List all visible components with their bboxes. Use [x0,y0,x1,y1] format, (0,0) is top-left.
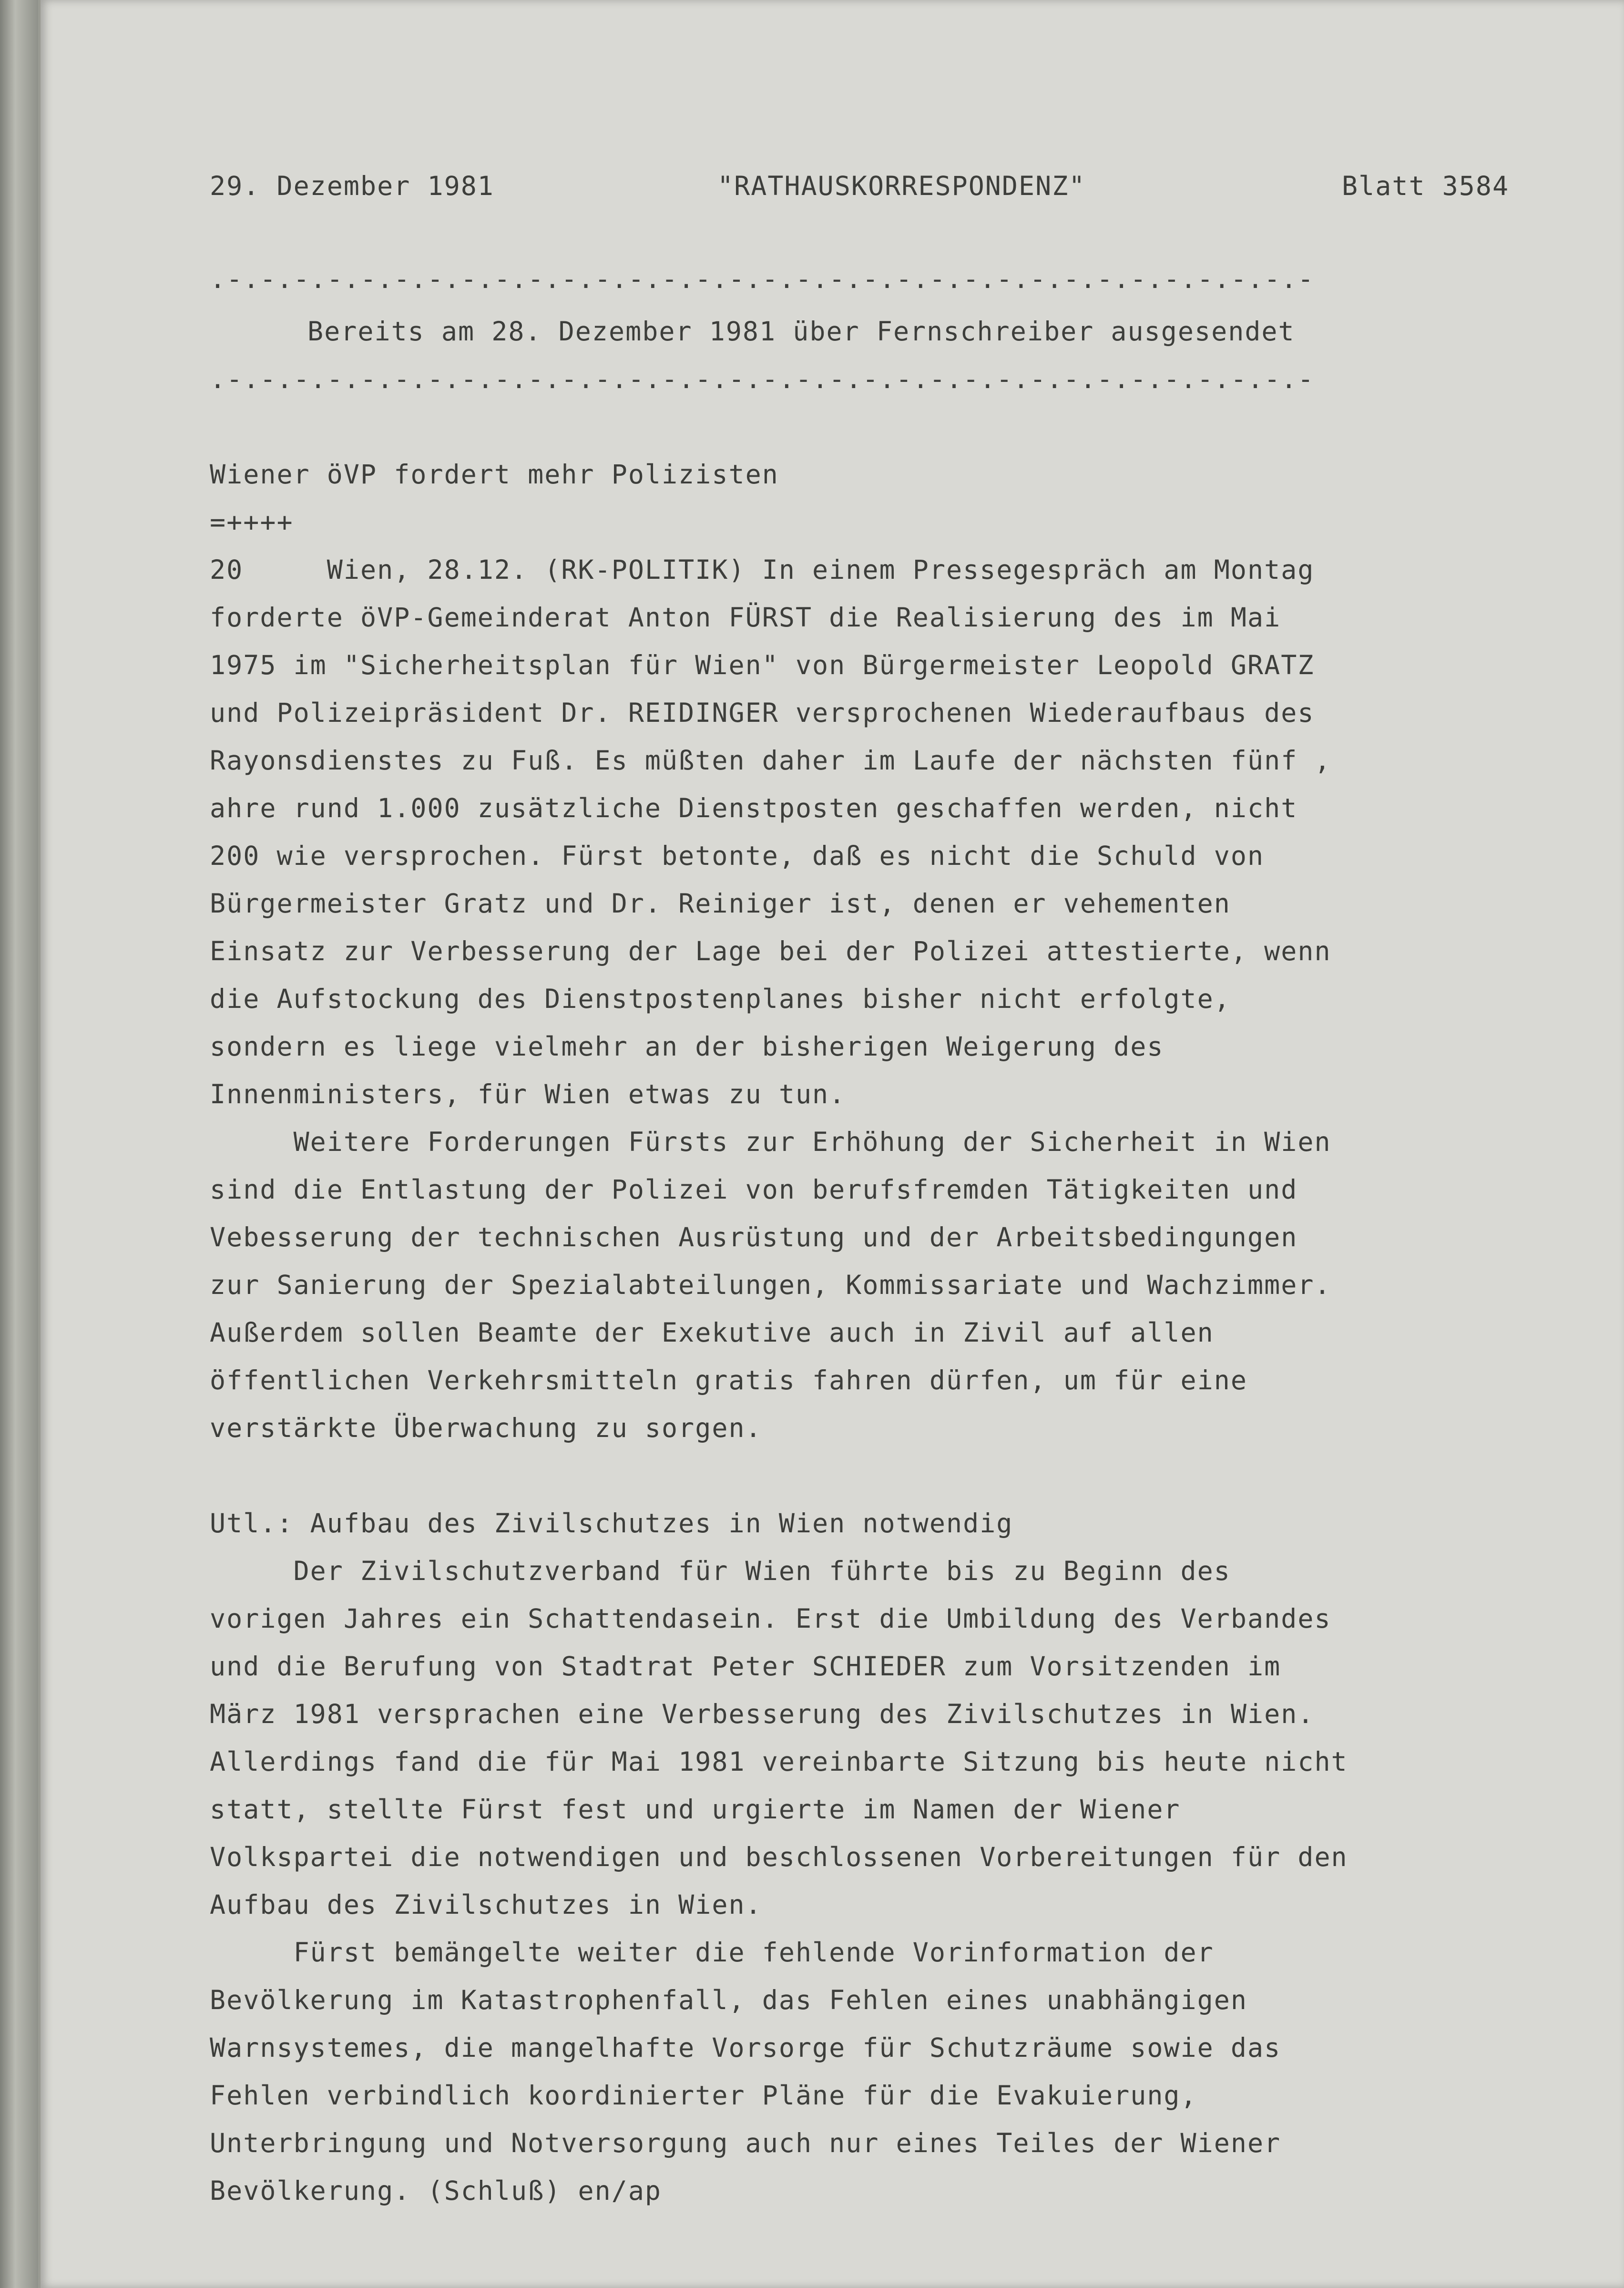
article-headline: Wiener öVP fordert mehr Polizisten [210,459,779,490]
article1-line: Außerdem sollen Beamte der Exekutive auch in Zivil auf allen [210,1317,1214,1348]
article2-line: vorigen Jahres ein Schattendasein. Erst die Umbildung des Verbandes [210,1603,1331,1634]
article2-line: statt, stellte Fürst fest und urgierte im Namen der Wiener [210,1794,1181,1825]
article2-line: Warnsystemes, die mangelhafte Vorsorge für Schutzräume sowie das [210,2032,1281,2063]
article-marker: =++++ [210,507,294,537]
article2-line: Unterbringung und Notversorgung auch nur eines Teiles der Wiener [210,2128,1281,2158]
article2-line: Aufbau des Zivilschutzes in Wien. [210,1889,762,1920]
article1-line: Bürgermeister Gratz und Dr. Reiniger ist, denen er vehementen [210,888,1231,919]
article2-line: Volkspartei die notwendigen und beschlossenen Vorbereitungen für den [210,1842,1348,1872]
header-date: 29. Dezember 1981 [210,171,494,201]
article1-line: die Aufstockung des Dienstpostenplanes bisher nicht erfolgte, [210,984,1231,1014]
article1-line: 20 Wien, 28.12. (RK-POLITIK) In einem Pressegespräch am Montag [210,554,1315,585]
article2-line: Fehlen verbindlich koordinierter Pläne für die Evakuierung, [210,2080,1197,2111]
separator-top: .-.-.-.-.-.-.-.-.-.-.-.-.-.-.-.-.-.-.-.-.-.-.-.-.-.-.-.-.-.-.-.-.- [210,264,1315,294]
article1-line: sondern es liege vielmehr an der bisherigen Weigerung des [210,1031,1164,1062]
document-body [210,451,1348,2215]
adjacent-page-edge [0,0,38,2288]
article2-line: Fürst bemängelte weiter die fehlende Vorinformation der [210,1937,1214,1968]
article1-line: Einsatz zur Verbesserung der Lage bei der Polizei attestierte, wenn [210,936,1331,966]
article1-line: verstärkte Überwachung zu sorgen. [210,1413,762,1443]
sent-notice: Bereits am 28. Dezember 1981 über Fernschreiber ausgesendet [307,316,1295,347]
article1-line: sind die Entlastung der Polizei von berufsfremden Tätigkeiten und [210,1174,1298,1205]
article2-line: Allerdings fand die für Mai 1981 vereinbarte Sitzung bis heute nicht [210,1746,1348,1777]
article1-line: Rayonsdienstes zu Fuß. Es müßten daher im Laufe der nächsten fünf , [210,745,1331,776]
article2-line: Bevölkerung. (Schluß) en/ap [210,2175,662,2206]
article1-line: öffentlichen Verkehrsmitteln gratis fahren dürfen, um für eine [210,1365,1247,1395]
article1-line: Weitere Forderungen Fürsts zur Erhöhung der Sicherheit in Wien [210,1127,1331,1157]
article1-line: forderte öVP-Gemeinderat Anton FÜRST die Realisierung des im Mai [210,602,1281,633]
article1-line: 1975 im "Sicherheitsplan für Wien" von Bürgermeister Leopold GRATZ [210,650,1315,680]
subheadline: Utl.: Aufbau des Zivilschutzes in Wien notwendig [210,1508,1013,1539]
header-title: "RATHAUSKORRESPONDENZ" [717,171,1086,201]
article1-line: Vebesserung der technischen Ausrüstung und der Arbeitsbedingungen [210,1222,1298,1252]
article1-line: Innenministers, für Wien etwas zu tun. [210,1079,846,1109]
article1-line: zur Sanierung der Spezialabteilungen, Kommissariate und Wachzimmer. [210,1270,1331,1300]
paragraph-gap [210,1452,1348,1499]
article2-line: März 1981 versprachen eine Verbesserung des Zivilschutzes in Wien. [210,1699,1315,1729]
article1-line: ahre rund 1.000 zusätzliche Dienstposten geschaffen werden, nicht [210,793,1298,823]
article1-line: und Polizeipräsident Dr. REIDINGER versprochenen Wiederaufbaus des [210,698,1315,728]
separator-bottom: .-.-.-.-.-.-.-.-.-.-.-.-.-.-.-.-.-.-.-.-.-.-.-.-.-.-.-.-.-.-.-.-.- [210,364,1315,394]
article1-line: 200 wie versprochen. Fürst betonte, daß es nicht die Schuld von [210,841,1265,871]
article2-line: Bevölkerung im Katastrophenfall, das Fehlen eines unabhängigen [210,1985,1247,2015]
article2-line: und die Berufung von Stadtrat Peter SCHIEDER zum Vorsitzenden im [210,1651,1281,1682]
article2-line: Der Zivilschutzverband für Wien führte bis zu Beginn des [210,1556,1231,1586]
header-sheet-number: Blatt 3584 [1342,171,1510,201]
